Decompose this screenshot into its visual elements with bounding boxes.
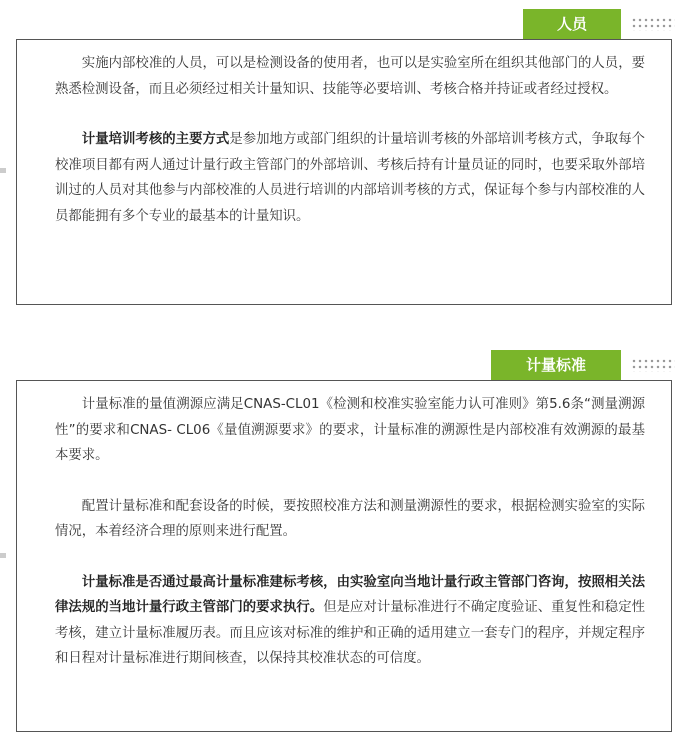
paragraph <box>17 51 671 102</box>
side-dot-marker <box>0 553 6 558</box>
paragraph <box>17 570 671 672</box>
section-box-personnel <box>16 39 672 305</box>
dot-grid-decoration <box>631 17 675 31</box>
paragraph <box>17 494 671 545</box>
paragraph-text: 实施内部校准的人员，可以是检测设备的使用者，也可以是实验室所在组织其他部门的人员，要熟悉检测设备，而且必须经过相关计量知识、技能等必要培训、考核合格并持证或者经过授权。 <box>55 56 645 97</box>
paragraph-bold-lead: 计量标准是否通过最高计量标准建标考核，由实验室向当地计量行政主管部门咨询，按照相关法律法规的当地计量行政主管部门的要求执行。 <box>55 574 645 615</box>
paragraph <box>17 392 671 469</box>
paragraph-text: 计量标准的量值溯源应满足CNAS-CL01《检测和校准实验室能力认可准则》第5.6条“测量溯源性”的要求和CNAS- CL06《量值溯源要求》的要求，计量标准的溯源性是内部校准有效溯源的最基本要求。 <box>55 397 645 463</box>
paragraph-text: 配置计量标准和配套设备的时候，要按照校准方法和测量溯源性的要求，根据检测实验室的实际情况，本着经济合理的原则来进行配置。 <box>55 498 645 539</box>
dot-grid-decoration <box>631 358 675 372</box>
section-box-measurement-standard <box>16 380 672 732</box>
section-tag-personnel: 人员 <box>523 9 621 39</box>
paragraph-bold-lead: 计量培训考核的主要方式 <box>81 132 230 147</box>
section-tag-measurement-standard: 计量标准 <box>491 350 621 380</box>
paragraph <box>17 127 671 229</box>
paragraph-text: 但是应对计量标准进行不确定度验证、重复性和稳定性考核，建立计量标准履历表。而且应该对标准的维护和正确的适用建立一套专门的程序，并规定程序和日程对计量标准进行期间核查，以保持其校准状态的可信度。 <box>55 600 646 666</box>
side-dot-marker <box>0 168 6 173</box>
paragraph-text: 是参加地方或部门组织的计量培训考核的外部培训考核方式，争取每个校准项目都有两人通过计量行政主管部门的外部培训、考核后持有计量员证的同时，也要采取外部培训过的人员对其他参与内部校准的人员进行培训的内部培训考核的方式，保证每个参与内部校准的人员都能拥有多个专业的最基本的计量知识。 <box>55 132 646 224</box>
